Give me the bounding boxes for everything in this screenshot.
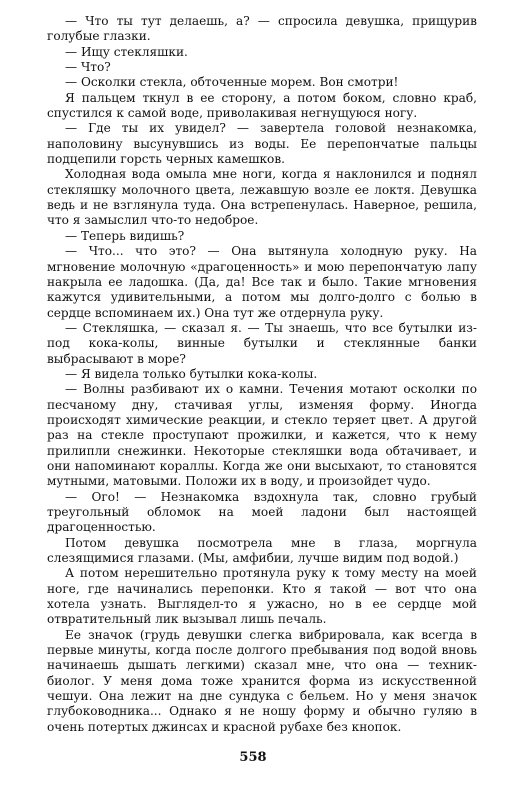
- paragraph: — Что?: [65, 60, 111, 75]
- paragraph: Потом девушка посмотрела мне в глаза, моргнула слезящимися глазами. (Мы, амфибии, лучше видим под водой.): [47, 535, 477, 566]
- page-number: 558: [239, 750, 267, 765]
- page-text: [47, 14, 477, 735]
- paragraph: Я пальцем ткнул в ее сторону, а потом боком, словно краб, спустился к самой воде, приволакивая негнущуюся ногу.: [47, 90, 477, 121]
- paragraph: — Что ты тут делаешь, а? — спросила девушка, прищурив голубые глазки.: [47, 14, 477, 44]
- paragraph: Холодная вода омыла мне ноги, когда я наклонился и поднял стекляшку молочного цвета, лежавшую возле ее локтя. Девушка ведь и не взглянула туда. Она встрепенулась. Наверное, решила, что я замыслил что-то недоброе.: [47, 167, 477, 228]
- paragraph: — Осколки стекла, обточенные морем. Вон смотри!: [65, 75, 399, 90]
- paragraph: — Я видела только бутылки кока-колы.: [65, 366, 318, 381]
- paragraph: Ее значок (грудь девушки слегка вибрировала, как всегда в первые минуты, когда после долгого пребывания под водой вновь начинаешь дышать легкими) сказал мне, что она — техник-биолог. У меня дома тоже хранится форма из искусственной чешуи. Она лежит на дне сундука с бельем. Но у меня значок глубоководника... Однако я не ношу форму и обычно гуляю в очень потертых джинсах и красной рубахе без кнопок.: [47, 627, 477, 734]
- paragraph: — Стекляшка, — сказал я. — Ты знаешь, что все бутылки из-под кока-колы, винные бутылки и стеклянные банки выбрасывают в море?: [47, 320, 477, 366]
- paragraph: — Что... что это? — Она вытянула холодную руку. На мгновение молочную «драгоценность» и мою перепончатую лапу накрыла ее ладошка. (Да, да! Все так и было. Такие мгновения кажутся удивительными, а потом мы долго-долго с болью в сердце вспоминаем их.) Она тут же отдернула руку.: [47, 244, 477, 320]
- paragraph: — Волны разбивают их о камни. Течения мотают осколки по песчаному дну, стачивая углы, изменяя форму. Иногда происходят химические реакции, и стекло теряет цвет. А другой раз на стекле проступают прожилки, и кажется, что к нему прилипли снежинки. Некоторые стекляшки вода обтачивает, и они напоминают кораллы. Когда же они высыхают, то становятся мутными, матовыми. Положи их в воду, и произойдет чудо.: [47, 382, 477, 489]
- paragraph: — Где ты их увидел? — завертела головой незнакомка, наполовину высунувшись из воды. Ее перепончатые пальцы подцепили горсть черных камешков.: [47, 121, 477, 167]
- paragraph: — Теперь видишь?: [65, 228, 185, 243]
- paragraph: — Ищу стекляшки.: [65, 44, 188, 59]
- paragraph: — Ого! — Незнакомка вздохнула так, словно грубый треугольный обломок на моей ладони был настоящей драгоценностью.: [47, 489, 477, 535]
- paragraph: А потом нерешительно протянула руку к тому месту на моей ноге, где начинались перепонки. Кто я такой — вот что она хотела узнать. Выглядел-то я ужасно, но в ее сердце мой отвратительный лик вызывал лишь печаль.: [47, 566, 477, 627]
